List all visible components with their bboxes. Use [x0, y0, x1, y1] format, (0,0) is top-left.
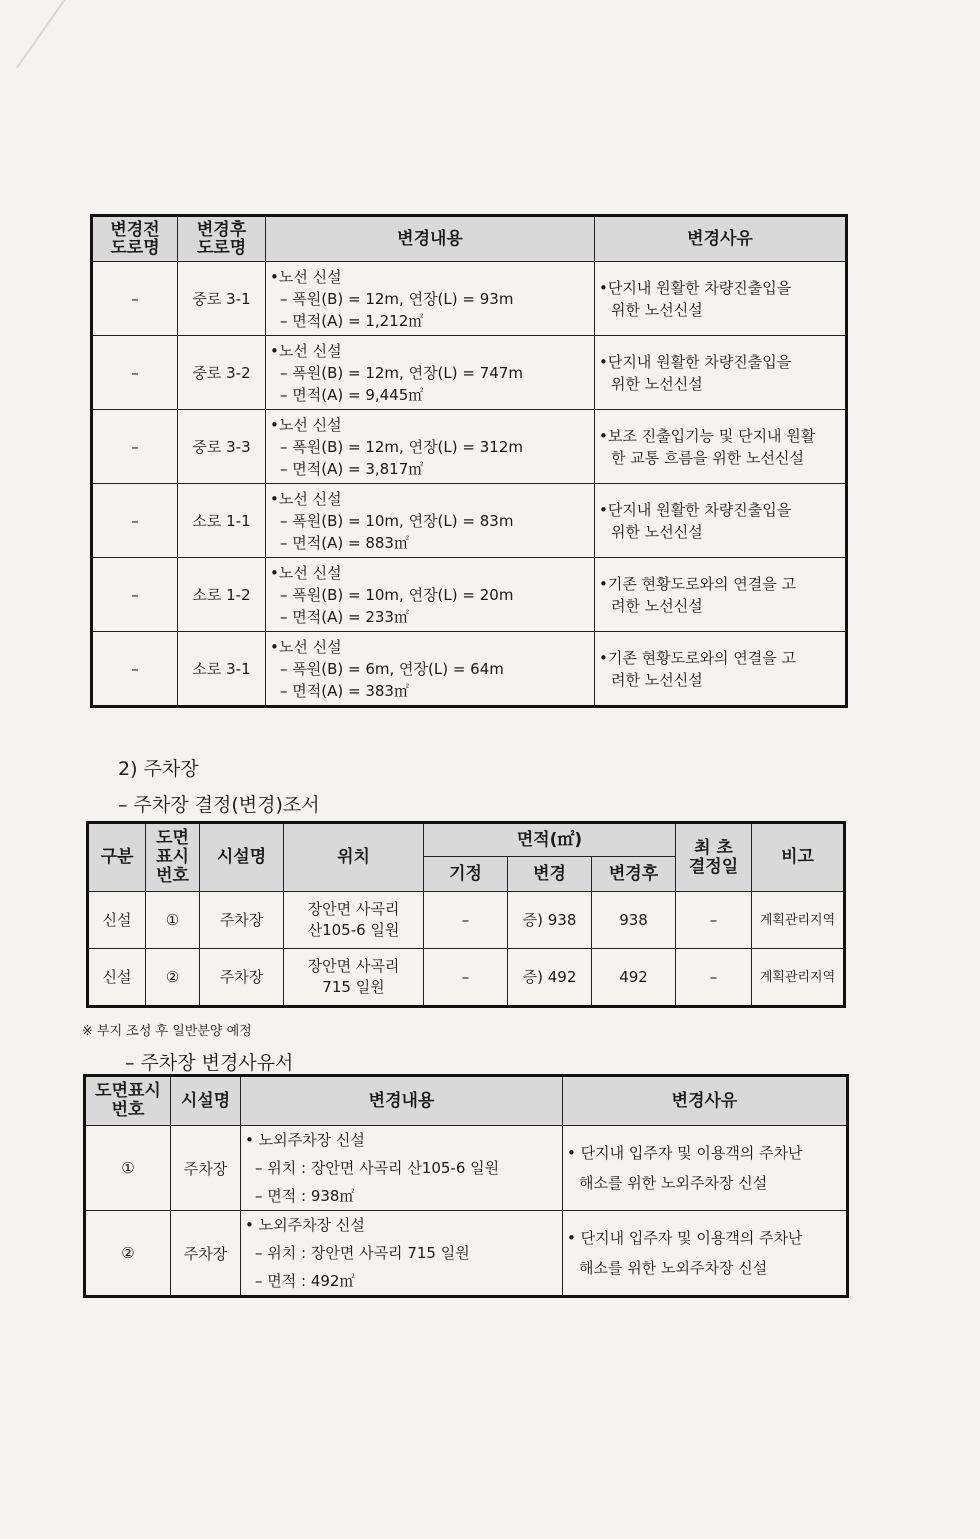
after-cell: 938	[592, 892, 676, 949]
road-change-table	[90, 214, 848, 708]
table-row	[92, 484, 847, 558]
reason-cell: •보조 진출입기능 및 단지내 원활 한 교통 흐름을 위한 노선신설	[595, 410, 847, 484]
before-road-cell: –	[92, 484, 178, 558]
table-row	[85, 1126, 848, 1211]
remark-cell: 계획관리지역	[752, 892, 845, 949]
header-change-reason: 변경사유	[595, 216, 847, 262]
before-road-cell: –	[92, 410, 178, 484]
header-area: 면적(㎡)	[424, 823, 676, 857]
content-cell: • 노외주차장 신설 – 위치 : 장안면 사곡리 산105-6 일원 – 면적 : 938㎡	[241, 1126, 563, 1211]
table-row	[88, 892, 845, 949]
facility-cell: 주차장	[171, 1211, 241, 1297]
table-row	[85, 1211, 848, 1297]
header-first-decision: 최 초 결정일	[676, 823, 752, 892]
road-table-header	[92, 216, 847, 262]
header-change-content: 변경내용	[241, 1076, 563, 1126]
type-cell: 신설	[88, 949, 146, 1007]
location-cell: 장안면 사곡리 산105-6 일원	[284, 892, 424, 949]
reason-cell: • 단지내 입주자 및 이용객의 주차난 해소를 위한 노외주차장 신설	[563, 1126, 848, 1211]
reason-table-header	[85, 1076, 848, 1126]
location-cell: 장안면 사곡리 715 일원	[284, 949, 424, 1007]
reason-cell: •단지내 원활한 차량진출입을 위한 노선신설	[595, 336, 847, 410]
content-cell: • 노외주차장 신설 – 위치 : 장안면 사곡리 715 일원 – 면적 : 492㎡	[241, 1211, 563, 1297]
after-road-cell: 소로 1-2	[178, 558, 266, 632]
after-road-cell: 소로 1-1	[178, 484, 266, 558]
header-before-road: 변경전 도로명	[92, 216, 178, 262]
content-cell: •노선 신설 – 폭원(B) = 6m, 연장(L) = 64m – 면적(A) = 383㎡	[266, 632, 595, 707]
table-row	[92, 410, 847, 484]
before-road-cell: –	[92, 632, 178, 707]
table-row	[92, 262, 847, 336]
header-after: 변경후	[592, 857, 676, 892]
map-number-cell: ②	[85, 1211, 171, 1297]
parking-reason-table	[83, 1074, 849, 1298]
first-decision-cell: –	[676, 892, 752, 949]
header-map-number: 도면표시 번호	[85, 1076, 171, 1126]
header-existing: 기정	[424, 857, 508, 892]
reason-cell: • 단지내 입주자 및 이용객의 주차난 해소를 위한 노외주차장 신설	[563, 1211, 848, 1297]
header-change-reason: 변경사유	[563, 1076, 848, 1126]
facility-cell: 주차장	[200, 892, 284, 949]
reason-cell: •단지내 원활한 차량진출입을 위한 노선신설	[595, 262, 847, 336]
type-cell: 신설	[88, 892, 146, 949]
reason-cell: •기존 현황도로와의 연결을 고 려한 노선신설	[595, 632, 847, 707]
table-row	[92, 558, 847, 632]
facility-cell: 주차장	[171, 1126, 241, 1211]
page-corner-fold	[0, 0, 69, 68]
remark-cell: 계획관리지역	[752, 949, 845, 1007]
header-location: 위치	[284, 823, 424, 892]
header-after-road: 변경후 도로명	[178, 216, 266, 262]
content-cell: •노선 신설 – 폭원(B) = 12m, 연장(L) = 93m – 면적(A) = 1,212㎡	[266, 262, 595, 336]
after-road-cell: 중로 3-3	[178, 410, 266, 484]
header-type: 구분	[88, 823, 146, 892]
section-heading-decision: – 주차장 결정(변경)조서	[118, 794, 320, 816]
content-cell: •노선 신설 – 폭원(B) = 10m, 연장(L) = 83m – 면적(A) = 883㎡	[266, 484, 595, 558]
before-road-cell: –	[92, 336, 178, 410]
after-cell: 492	[592, 949, 676, 1007]
table-row	[92, 632, 847, 707]
parking-decision-table	[86, 821, 846, 1008]
header-map-number: 도면 표시 번호	[146, 823, 200, 892]
change-cell: 증) 492	[508, 949, 592, 1007]
content-cell: •노선 신설 – 폭원(B) = 12m, 연장(L) = 312m – 면적(A) = 3,817㎡	[266, 410, 595, 484]
map-number-cell: ①	[146, 892, 200, 949]
after-road-cell: 소로 3-1	[178, 632, 266, 707]
footnote: ※ 부지 조성 후 일반분양 예정	[82, 1024, 252, 1039]
header-facility: 시설명	[171, 1076, 241, 1126]
parking-table-header	[88, 823, 845, 857]
table-row	[88, 949, 845, 1007]
after-road-cell: 중로 3-2	[178, 336, 266, 410]
before-road-cell: –	[92, 558, 178, 632]
header-change: 변경	[508, 857, 592, 892]
section-heading-reason: – 주차장 변경사유서	[125, 1052, 294, 1074]
table-row	[92, 336, 847, 410]
reason-cell: •기존 현황도로와의 연결을 고 려한 노선신설	[595, 558, 847, 632]
map-number-cell: ①	[85, 1126, 171, 1211]
map-number-cell: ②	[146, 949, 200, 1007]
section-heading-parking: 2) 주차장	[118, 758, 199, 780]
change-cell: 증) 938	[508, 892, 592, 949]
existing-cell: –	[424, 949, 508, 1007]
first-decision-cell: –	[676, 949, 752, 1007]
reason-cell: •단지내 원활한 차량진출입을 위한 노선신설	[595, 484, 847, 558]
header-change-content: 변경내용	[266, 216, 595, 262]
before-road-cell: –	[92, 262, 178, 336]
after-road-cell: 중로 3-1	[178, 262, 266, 336]
facility-cell: 주차장	[200, 949, 284, 1007]
header-facility: 시설명	[200, 823, 284, 892]
existing-cell: –	[424, 892, 508, 949]
content-cell: •노선 신설 – 폭원(B) = 12m, 연장(L) = 747m – 면적(A) = 9,445㎡	[266, 336, 595, 410]
content-cell: •노선 신설 – 폭원(B) = 10m, 연장(L) = 20m – 면적(A) = 233㎡	[266, 558, 595, 632]
header-remark: 비고	[752, 823, 845, 892]
